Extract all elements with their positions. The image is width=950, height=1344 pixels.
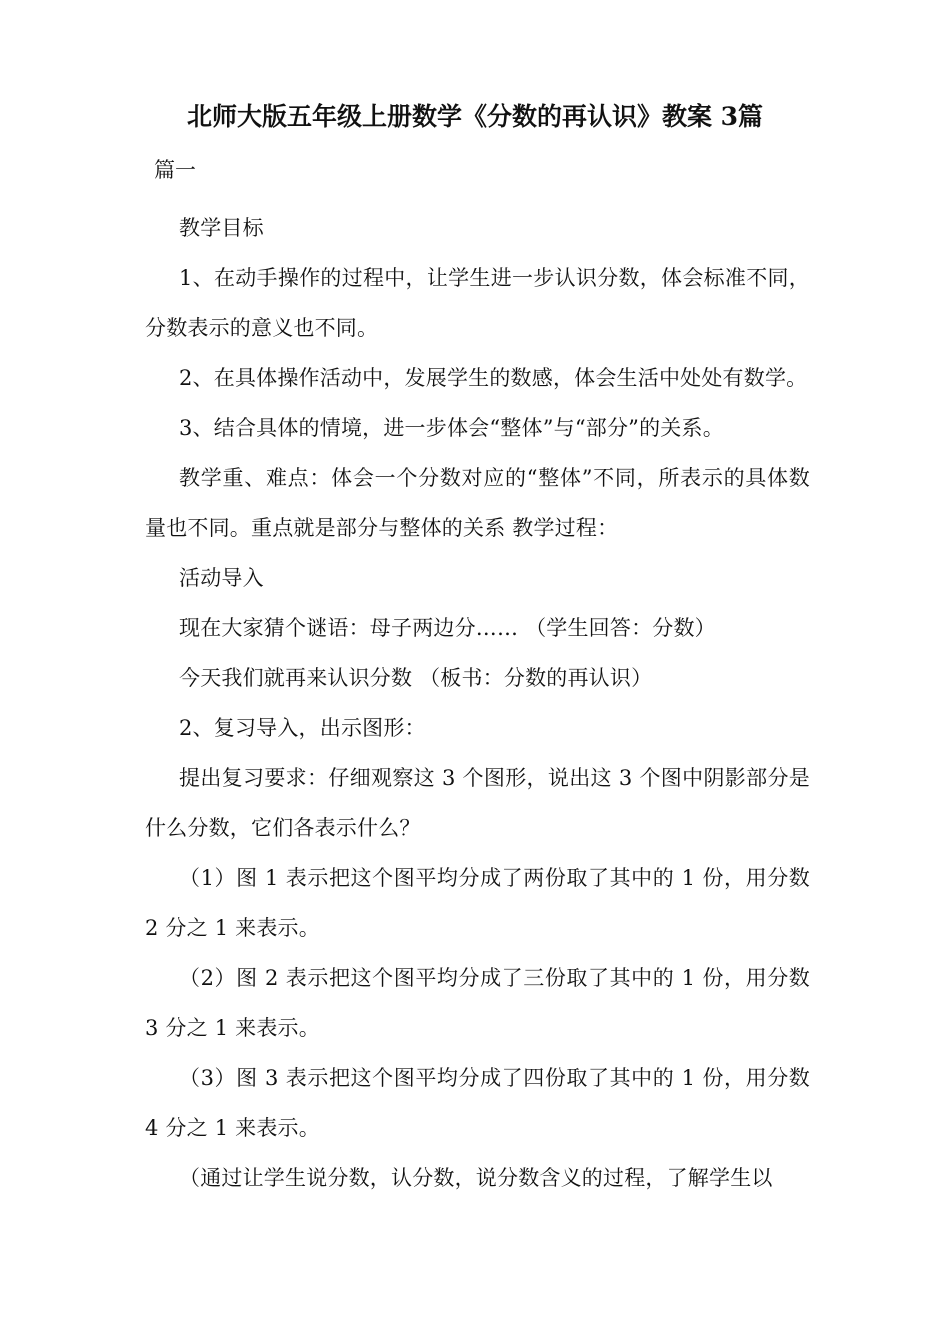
paragraph-figure-1: （1）图 1 表示把这个图平均分成了两份取了其中的 1 份，用分数 2 分之 1 来表示。 (145, 866, 810, 940)
paragraph-review-intro: 2、复习导入，出示图形： (179, 716, 426, 740)
document-body (145, 203, 810, 1203)
paragraph-goal-2: 2、在具体操作活动中，发展学生的数感，体会生活中处处有数学。 (179, 366, 808, 390)
section-label: 篇一 (154, 158, 196, 182)
document-title: 北师大版五年级上册数学《分数的再认识》教案 3篇 (186, 102, 764, 131)
paragraph-key-points: 教学重、难点：体会一个分数对应的“整体”不同，所表示的具体数量也不同。重点就是部分与整体的关系 教学过程： (145, 466, 810, 540)
paragraph-figure-2: （2）图 2 表示把这个图平均分成了三份取了其中的 1 份，用分数 3 分之 1 来表示。 (145, 966, 810, 1040)
paragraph-review-requirement: 提出复习要求：仔细观察这 3 个图形，说出这 3 个图中阴影部分是什么分数，它们各表示什么？ (145, 766, 810, 840)
paragraph-riddle: 现在大家猜个谜语：母子两边分…… （学生回答：分数） (179, 616, 716, 640)
paragraph-board-writing: 今天我们就再来认识分数 （板书：分数的再认识） (179, 666, 653, 690)
paragraph-summary: （通过让学生说分数，认分数，说分数含义的过程，了解学生以 (179, 1166, 773, 1190)
paragraph-goal-1: 1、在动手操作的过程中，让学生进一步认识分数，体会标准不同，分数表示的意义也不同。 (145, 266, 810, 340)
paragraph-activity-intro: 活动导入 (179, 566, 264, 590)
paragraph-teaching-goals-heading: 教学目标 (179, 216, 264, 240)
paragraph-goal-3: 3、结合具体的情境，进一步体会“整体”与“部分”的关系。 (179, 416, 724, 440)
paragraph-figure-3: （3）图 3 表示把这个图平均分成了四份取了其中的 1 份，用分数 4 分之 1 来表示。 (145, 1066, 810, 1140)
